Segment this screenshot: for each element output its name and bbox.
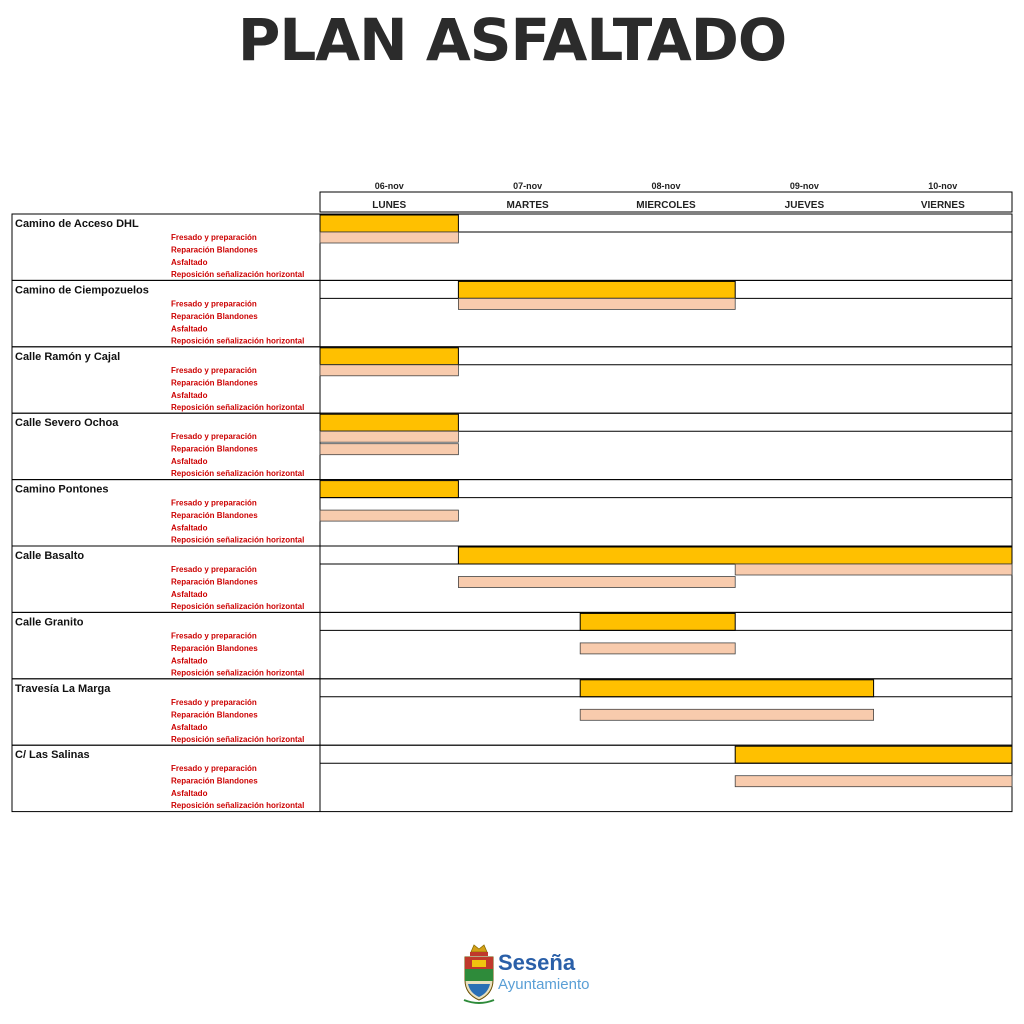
task-label: Reparación Blandones [171,776,258,786]
road-name-label: Travesía La Marga [15,682,111,695]
task-label: Asfaltado [171,457,208,467]
task-bar [580,709,873,720]
road-name-label: Calle Granito [15,616,84,629]
task-bar [580,643,735,654]
task-label: Asfaltado [171,722,208,732]
task-bar [735,564,1012,575]
task-label: Reparación Blandones [171,511,258,521]
task-bar [458,577,735,588]
task-label: Reposición señalización horizontal [171,402,305,412]
task-label: Reposición señalización horizontal [171,801,305,811]
task-label: Fresado y preparación [171,565,257,574]
task-label: Fresado y preparación [171,631,257,641]
day-name-label: JUEVES [784,200,825,211]
road-name-label: Calle Basalto [15,550,85,562]
logo-subtitle: Ayuntamiento [498,976,590,993]
day-name-label: VIERNES [920,200,965,211]
task-label: Fresado y preparación [171,764,257,774]
task-bar [735,776,1012,787]
road-bar [320,215,458,232]
road-bar [458,281,735,298]
page-title: PLAN ASFALTADO [237,6,787,74]
road-block [12,214,1012,280]
task-label: Reparación Blandones [171,643,258,653]
task-bar [320,232,458,243]
task-bar [458,298,735,309]
task-label: Asfaltado [171,789,208,799]
day-date-label: 07-nov [513,181,543,191]
task-label: Asfaltado [171,258,208,267]
road-name-label: Calle Ramón y Cajal [15,350,121,363]
road-name-label: Calle Severo Ochoa [15,417,119,430]
municipal-logo [462,942,612,1006]
task-label: Fresado y preparación [171,697,257,707]
task-label: Reparación Blandones [171,444,258,454]
task-label: Reposición señalización horizontal [171,602,305,611]
task-bar [320,444,458,455]
road-name-label: Camino de Ciempozuelos [15,284,149,297]
task-label: Reposición señalización horizontal [171,270,305,279]
task-label: Asfaltado [171,656,208,666]
road-bar [320,348,458,365]
task-label: Asfaltado [171,324,208,334]
road-block [12,347,1012,413]
task-label: Reposición señalización horizontal [171,336,305,346]
task-bar [320,365,458,376]
task-label: Reparación Blandones [171,378,258,388]
task-label: Fresado y preparación [171,432,257,442]
task-label: Asfaltado [171,523,208,533]
coat-of-arms-icon [462,942,496,1006]
day-date-label: 09-nov [789,181,819,191]
road-name-label: Camino Pontones [15,483,109,496]
road-block [12,413,1012,479]
task-label: Reposición señalización horizontal [171,734,305,744]
day-name-label: MARTES [506,200,549,211]
task-label: Reposición señalización horizontal [171,668,305,678]
road-block [12,612,1012,678]
road-bar [580,613,735,630]
task-bar [320,431,458,442]
task-label: Reparación Blandones [171,311,258,321]
day-name-label: MIERCOLES [636,200,696,211]
road-name-label: C/ Las Salinas [15,749,90,762]
logo-name: Seseña [498,950,576,975]
task-label: Reparación Blandones [171,710,258,720]
day-name-label: LUNES [372,200,407,211]
road-bar [458,547,1012,564]
task-label: Reparación Blandones [171,245,258,255]
road-name-label: Camino de Acceso DHL [15,218,139,230]
day-date-label: 10-nov [928,181,958,191]
task-label: Asfaltado [171,590,208,599]
task-bar [320,510,458,521]
task-label: Reparación Blandones [171,577,258,587]
task-label: Fresado y preparación [171,299,257,309]
task-label: Fresado y preparación [171,498,257,508]
day-date-label: 06-nov [374,181,404,191]
day-date-label: 08-nov [651,181,681,191]
road-bar [580,680,873,697]
road-block [12,480,1012,546]
task-label: Fresado y preparación [171,365,257,375]
task-label: Asfaltado [171,390,208,400]
task-label: Reposición señalización horizontal [171,469,305,479]
road-bar [320,481,458,498]
task-label: Fresado y preparación [171,233,257,242]
road-bar [320,414,458,431]
task-label: Reposición señalización horizontal [171,535,305,545]
road-bar [735,746,1012,763]
